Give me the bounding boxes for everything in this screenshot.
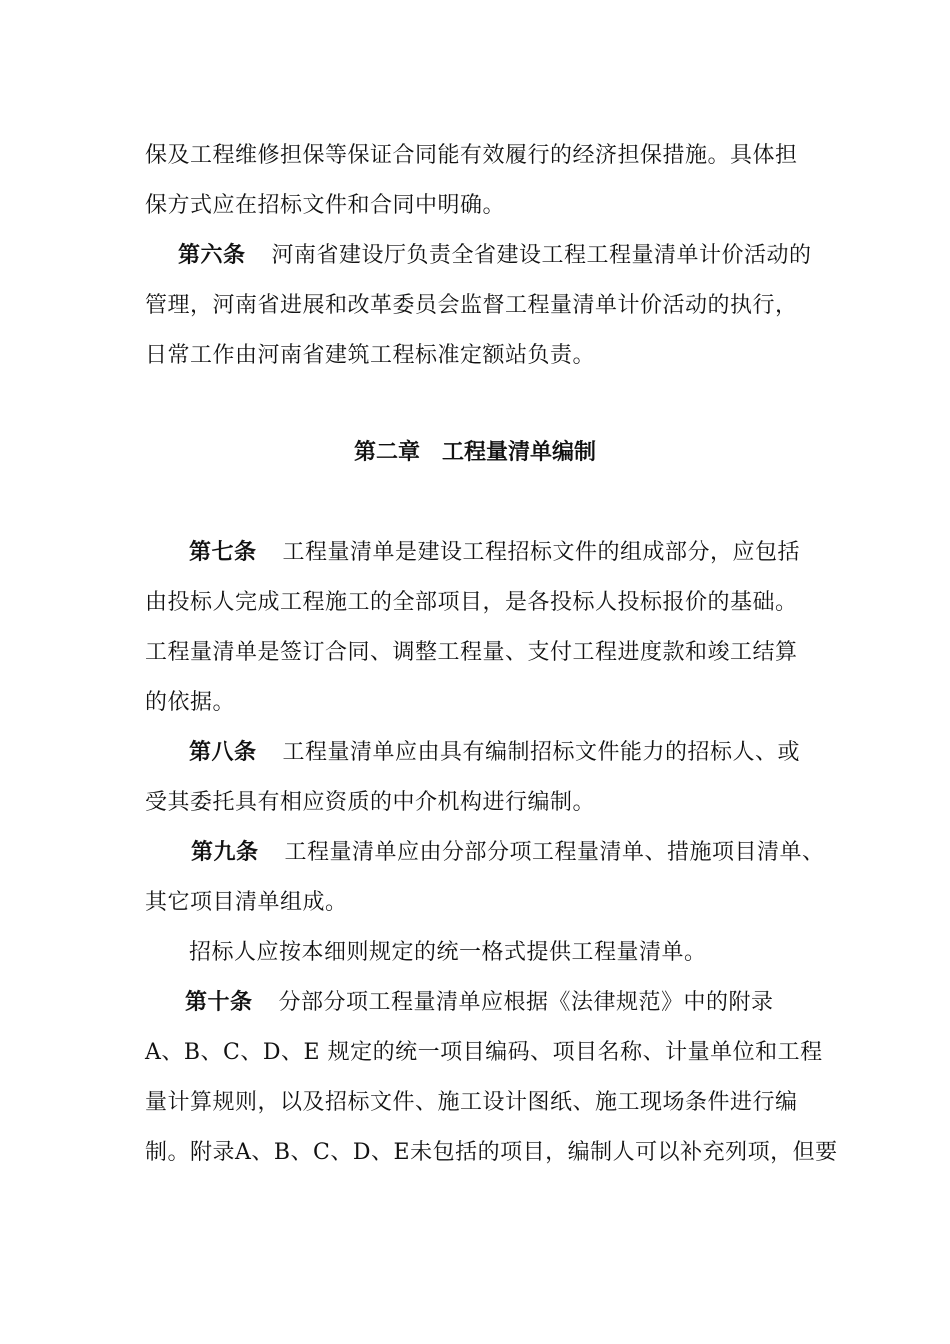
article-label: 第十条 — [185, 990, 253, 1015]
paragraph-line: 其它项目清单组成。 — [145, 890, 348, 915]
paragraph-line: 日常工作由河南省建筑工程标准定额站负责。 — [145, 343, 596, 368]
article-7-first-line: 第七条 工程量清单是建设工程招标文件的组成部分，应包括 — [189, 540, 801, 565]
article-label: 第九条 — [191, 840, 259, 865]
paragraph-line: 保方式应在招标文件和合同中明确。 — [145, 193, 506, 218]
paragraph-line: 量计算规则，以及招标文件、施工设计图纸、施工现场条件进行编 — [145, 1090, 798, 1115]
paragraph-line: 的依据。 — [145, 690, 236, 715]
paragraph-line: 工程量清单是签订合同、调整工程量、支付工程进度款和竣工结算 — [145, 640, 798, 665]
article-label: 第六条 — [178, 243, 246, 268]
paragraph-line: 制。附录A、B、C、D、E未包括的项目，编制人可以补充列项，但要 — [145, 1140, 838, 1165]
paragraph-line: 由投标人完成工程施工的全部项目，是各投标人投标报价的基础。 — [145, 590, 798, 615]
article-label: 第七条 — [189, 540, 257, 565]
paragraph-line: 招标人应按本细则规定的统一格式提供工程量清单。 — [189, 940, 707, 965]
paragraph-line: A、B、C、D、E 规定的统一项目编码、项目名称、计量单位和工程 — [145, 1040, 823, 1065]
article-label: 第八条 — [189, 740, 257, 765]
paragraph-line: 保及工程维修担保等保证合同能有效履行的经济担保措施。具体担 — [145, 143, 798, 168]
paragraph-line: 管理，河南省进展和改革委员会监督工程量清单计价活动的执行， — [145, 293, 798, 318]
article-8-first-line: 第八条 工程量清单应由具有编制招标文件能力的招标人、或 — [189, 740, 801, 765]
article-6-first-line: 第六条 河南省建设厅负责全省建设工程工程量清单计价活动的 — [178, 243, 812, 268]
article-10-first-line: 第十条 分部分项工程量清单应根据《法律规范》中的附录 — [185, 990, 774, 1015]
paragraph-line: 受其委托具有相应资质的中介机构进行编制。 — [145, 790, 596, 815]
chapter-heading: 第二章 工程量清单编制 — [353, 440, 596, 465]
article-9-first-line: 第九条 工程量清单应由分部分项工程量清单、措施项目清单、 — [191, 840, 825, 865]
